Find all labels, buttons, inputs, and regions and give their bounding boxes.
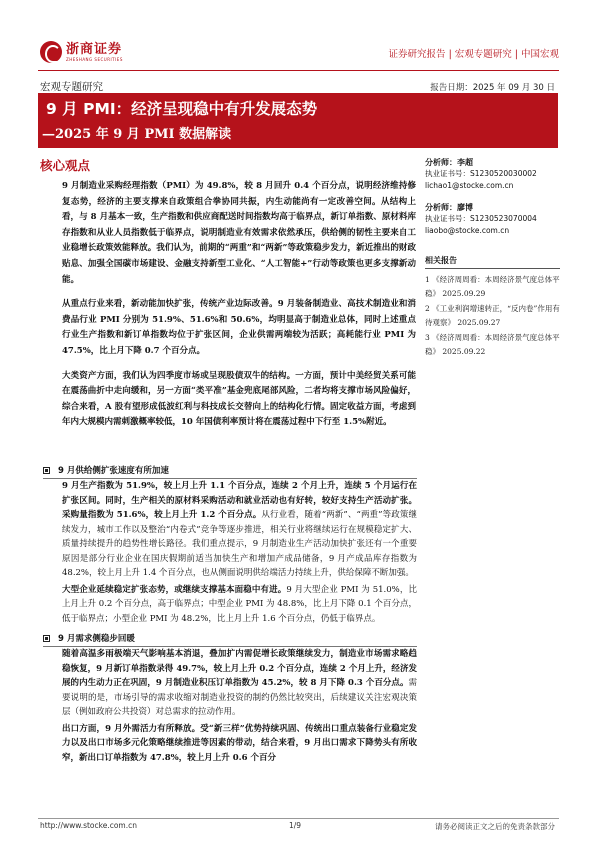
logo-cn-text: 浙商证券 [66,41,123,57]
bullet-box-icon [43,467,50,474]
supply-p1-bold: 9 月生产指数为 51.9%，较上月上升 1.1 个百分点，连续 2 个月上升，连续 5 个月运行在扩张区间。同时，生产相关的原材料采购活动和就业活动也有好转，较好支持生产活动扩张。采购量指数为 51.6%，较上月上升 1.2 个百分点。 [62,481,417,520]
analyst-cert: 执业证书号：S1230523070004 [425,214,537,223]
analyst-block-2 [425,202,560,237]
bullet-title: 9 月需求侧稳步回暖 [58,634,135,644]
supply-p2-normal: 9 月大型企业 PMI 为 51.0%，比上月上升 0.2 个百分点，高于临界点；中型企业 PMI 为 48.8%，比上月下降 0.1 个百分点，低于临界点；小型企业 PMI 为 48.2%，比上月上升 1.6 个百分点，仍低于临界点。 [62,584,417,624]
header-divider [38,70,559,71]
footer-disclaimer: 请务必阅读正文之后的免责条款部分 [435,822,555,831]
analyst-name: 分析师：李超 [425,158,473,167]
related-report-link-2[interactable]: 2 《工业利润增速转正，“反内卷”作用有待观察》 2025.09.27 [425,304,560,327]
nav-item-macro-special: 宏观专题研究 [454,49,512,60]
nav-item-securities-research: 证券研究报告 [388,49,446,60]
report-category-nav: 证券研究报告 | 宏观专题研究 | 中国宏观 [388,49,559,60]
related-divider [425,268,560,269]
analyst-name: 分析师：廖博 [425,203,473,212]
analyst-cert: 执业证书号：S1230520030002 [425,169,537,178]
footer-website-link[interactable]: http://www.stocke.com.cn [40,821,137,830]
demand-paragraph-2 [62,722,417,766]
analyst-block-1 [425,157,560,192]
logo-en-text: ZHESHANG SECURITIES [66,56,123,62]
related-report-link-1[interactable]: 1 《经济周周看：本周经济景气度总体平稳》 2025.09.29 [425,275,560,298]
core-paragraph-1: 9 月制造业采购经理指数（PMI）为 49.8%，较 8 月回升 0.4 个百分点，说明经济维持修复态势，经济的主要支撑来自政策组合拳协同共振，内生动能尚有一定改善空间。从结构上看，与 8 月基本一致，生产指数和供应商配送时间指数均高于临界点，新订单指数、原材料库存指数和从业人员指数低于临界点，说明制造业有效需求依然承压，供给侧的韧性主要来自工业稳增长政策效能释放。我们认为，前期的“两重”和“两新”等政策稳步发力，新近推出的财政贴息、加强全国碳市场建设、金融支持新型工业化、“人工智能+”行动等政策也更多支撑新动能。 [62,181,416,285]
page-number: 1/9 [289,821,302,830]
core-paragraph-3: 大类资产方面，我们认为四季度市场或呈现股债双牛的结构。一方面，预计中美经贸关系可能在震荡曲折中走向缓和，另一方面“类平准”基金兜底尾部风险，二者均将支撑市场风险偏好，综合来看，A 股有望形成低波红利与科技成长交替向上的结构化行情。固定收益方面，考虑到年内大规模内需刺激概率较低，10 年国债利率预计将在震荡过程中下行至 1.5%附近。 [62,370,416,428]
core-views-body [62,179,416,431]
zheshang-logo [40,40,130,64]
demand-paragraph-1 [62,647,417,720]
bullet-heading-supply [43,464,417,476]
footer-divider [38,818,559,819]
report-type-label: 宏观专题研究 [40,81,103,93]
title-banner [38,93,558,148]
core-views-heading: 核心观点 [40,158,91,173]
demand-p2-bold: 出口方面，9 月外需活力有所释放。受“新三样”优势持续巩固、传统出口重点装备行业稳定发力以及出口市场多元化策略继续推进等因素的带动，结合来看，9 月出口需求下降势头有所收窄，新出口订单指数为 47.8%，较上月上升 0.6 个百分 [62,723,417,763]
demand-p1-bold: 随着高温多雨极端天气影响基本消退，叠加扩内需促增长政策继续发力，制造业市场需求略趋稳恢复，9 月新订单指数录得 49.7%，较上月上升 0.2 个百分点，连续 2 个月上升，经济发展的内生动力正在巩固，9 月制造业积压订单指数为 45.2%，较 8 月下降 0.3 个百分点。 [62,649,417,688]
supply-p2-bold: 大型企业延续稳定扩张态势，或继续支撑基本面稳中有进。 [62,584,287,595]
report-subtitle: —2025 年 9 月 PMI 数据解读 [42,127,232,142]
related-report-link-3[interactable]: 3 《经济周周看：本周经济景气度总体平稳》 2025.09.22 [425,333,560,356]
logo-mark-icon [40,41,62,63]
related-reports-heading: 相关报告 [425,256,457,265]
page-header [0,0,595,78]
supply-paragraph-2 [62,583,417,627]
report-title: 9 月 PMI：经济呈现稳中有升发展态势 [46,100,318,118]
supply-paragraph-1 [62,479,417,581]
key-points-section [43,464,417,765]
demand-p1-normal: 需要说明的是，市场引导的需求收缩对制造业投资的制约仍然比较突出，后续建议关注宏观决策层（例如政府公共投资）对总需求的拉动作用。 [62,678,417,717]
nav-item-china-macro: 中国宏观 [520,49,559,60]
bullet-title: 9 月供给侧扩张速度有所加速 [58,466,169,476]
sidebar [425,157,560,360]
analyst-email-link[interactable]: lichao1@stocke.com.cn [425,181,514,190]
bullet-box-icon [43,635,50,642]
core-paragraph-2: 从重点行业来看，新动能加快扩张，传统产业边际改善。9 月装备制造业、高技术制造业和消费品行业 PMI 分别为 51.9%、51.6%和 50.6%，均明显高于制造业总体，同时上述重点行业生产指数和新订单指数均位于扩张区间，企业供需两端较为活跃；高耗能行业 PMI 为 47.5%，比上月下降 0.7 个百分点。 [62,299,416,356]
supply-p1-normal: 从行业看，随着“两新”、“两重”等政策继续发力，城市工作以及整治“内卷式”竞争等逐步推进，相关行业将继续运行在规模稳定扩大、质量持续提升的趋势性增长路径。我们重点提示，9 月制造业生产活动加快扩张还有一个重要原因是部分行业企业在国庆假期前适当加快生产和增加产成品储备，9 月产成品库存指数为 48.2%，较上月上升 1.4 个百分点，也从侧面说明供给端活力持续上升，供给保障不断加强。 [62,510,417,578]
analyst-email-link[interactable]: liaobo@stocke.com.cn [425,226,510,235]
bullet-heading-demand [43,632,417,644]
report-date: 报告日期：2025 年 09 月 30 日 [430,83,555,93]
